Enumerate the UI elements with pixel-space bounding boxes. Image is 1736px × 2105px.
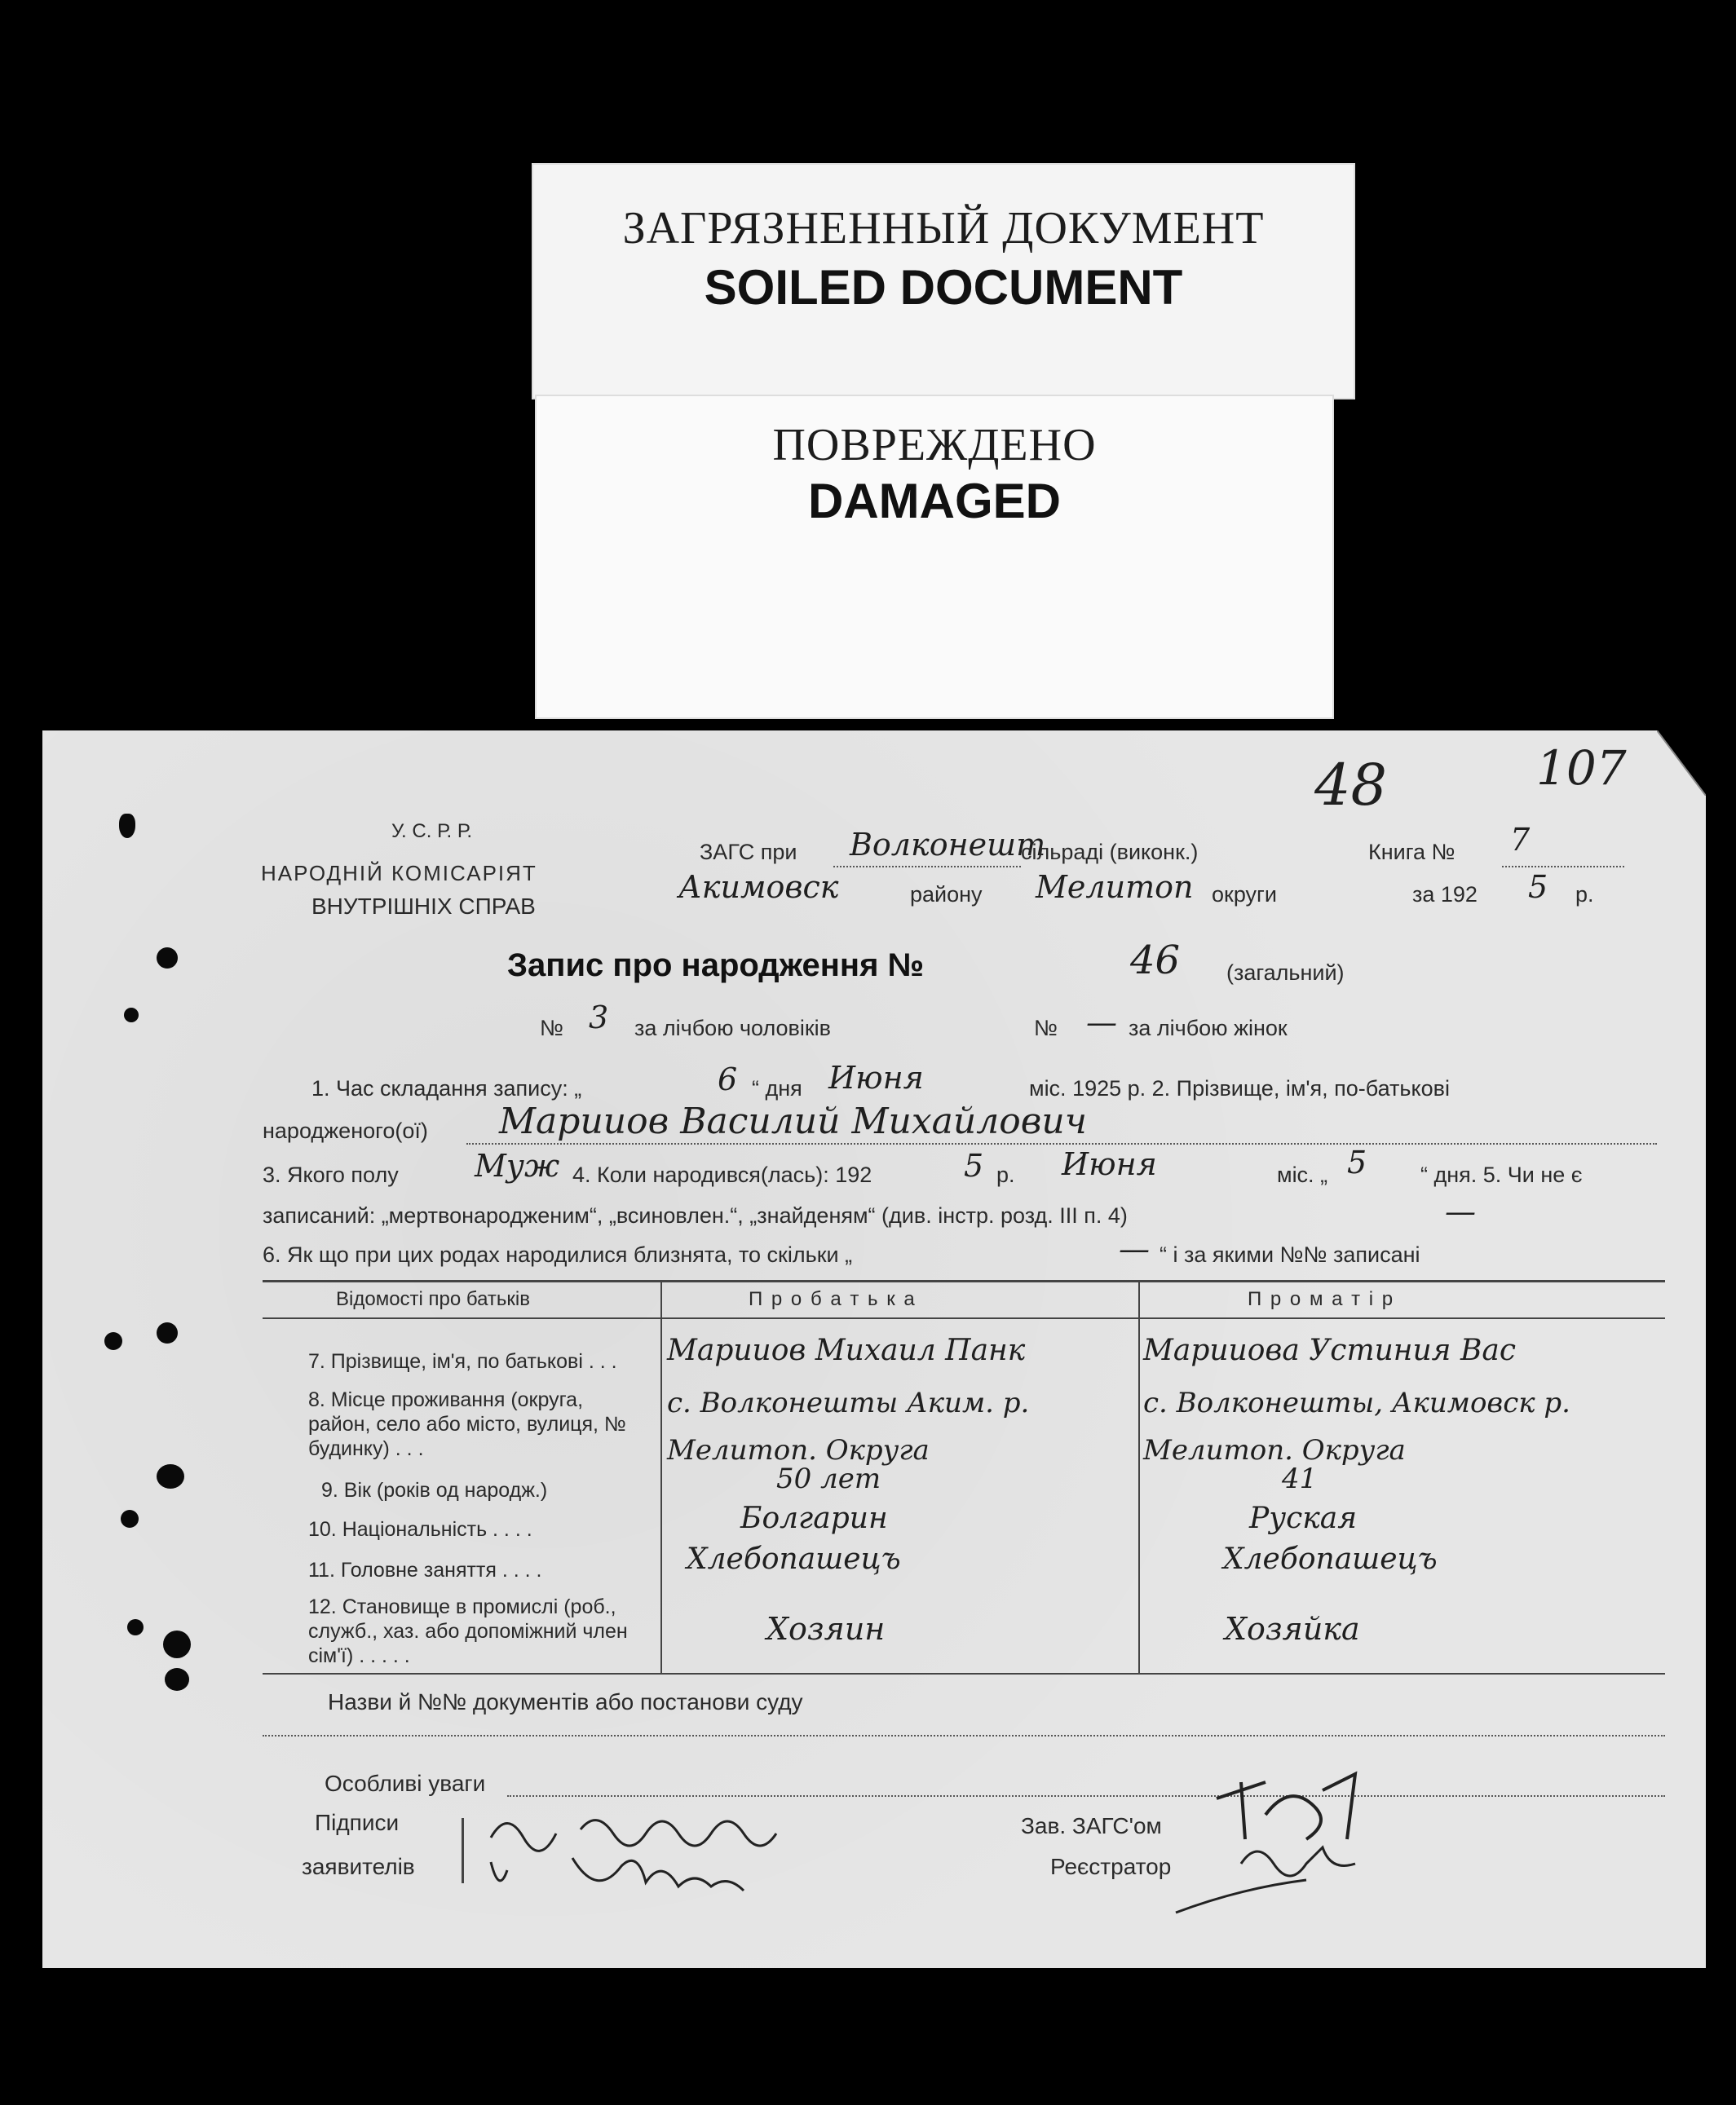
row-label-nationality: 10. Національність . . . .	[308, 1518, 532, 1541]
female-count-prefix: №	[1034, 1016, 1058, 1040]
year-suffix: р.	[1575, 882, 1594, 907]
punch-hole	[157, 947, 178, 969]
punch-hole	[165, 1668, 189, 1691]
birth-month: Июня	[1062, 1146, 1157, 1182]
record-month: Июня	[828, 1060, 924, 1096]
soiled-notice-ru: ЗАГРЯЗНЕННЫЙ ДОКУМЕНТ	[622, 203, 1265, 254]
fill-line	[507, 1795, 1665, 1797]
general-label: (загальний)	[1226, 960, 1345, 985]
head-of-zags-label: Зав. ЗАГС'ом	[1021, 1813, 1162, 1838]
record-title: Запис про народження №	[507, 947, 925, 983]
line4-text: записаний: „мертвонародженим“, „всиновлен.“, „знайденям“ (див. інстр. розд. III п. 4)	[263, 1203, 1128, 1228]
table-top-rule	[263, 1280, 1665, 1282]
line3-a: 3. Якого полу	[263, 1163, 399, 1187]
father-status: Хозяин	[766, 1611, 886, 1647]
applicant-signature-2	[483, 1846, 825, 1903]
commissariat-header: НАРОДНІЙ КОМІСАРІЯТ	[261, 861, 537, 885]
line1-b: “ дня	[752, 1076, 802, 1101]
applicants-label: заявителів	[302, 1854, 415, 1879]
mother-name: Марииова Устиния Вас	[1143, 1334, 1517, 1367]
line5-value: —	[1119, 1231, 1150, 1267]
sex-value: Муж	[475, 1148, 560, 1184]
signatures-label: Підписи	[315, 1810, 400, 1835]
line3-d: міс. „	[1277, 1163, 1328, 1187]
father-residence: с. Волконешты Аким. р. Мелитоп. Округа	[667, 1387, 1030, 1467]
fill-line	[466, 1143, 1657, 1145]
notes-label: Особливі уваги	[325, 1771, 486, 1796]
record-number: 46	[1130, 938, 1181, 983]
page-number: 107	[1536, 740, 1627, 796]
zags-village: Волконешт	[850, 827, 1046, 863]
father-occupation: Хлебопашецъ	[687, 1542, 901, 1576]
documents-label: Назви й №№ документів або постанови суду	[328, 1689, 803, 1714]
punch-hole	[124, 1008, 139, 1022]
mother-occupation: Хлебопашецъ	[1223, 1542, 1438, 1576]
child-name: Марииов Василий Михайлович	[499, 1101, 1088, 1142]
okrug-label: округи	[1212, 882, 1277, 907]
fill-line	[263, 1735, 1665, 1737]
row-label-age: 9. Вік (років од народж.)	[321, 1479, 548, 1502]
district-label: району	[910, 882, 983, 907]
row-label-name: 7. Прізвище, ім'я, по батькові . . .	[308, 1350, 617, 1373]
birth-day: 5	[1347, 1145, 1367, 1180]
male-count-prefix: №	[540, 1016, 563, 1040]
punch-hole	[104, 1332, 122, 1350]
mother-age: 41	[1282, 1463, 1318, 1495]
zags-suffix: сільраді (виконк.)	[1021, 840, 1199, 864]
table-col-divider	[660, 1282, 662, 1673]
book-label: Книга №	[1368, 840, 1456, 864]
punch-hole	[157, 1322, 178, 1344]
mother-residence: с. Волконешты, Акимовск р. Мелитоп. Округа	[1143, 1387, 1570, 1467]
father-nationality: Болгарин	[740, 1502, 888, 1535]
folded-corner-icon	[1657, 730, 1706, 796]
table-col-divider	[1138, 1282, 1140, 1673]
official-signature-2	[1168, 1831, 1429, 1921]
registrar-label: Реєстратор	[1050, 1854, 1172, 1879]
zags-prefix: ЗАГС при	[700, 840, 797, 864]
line1-a: 1. Час складання запису: „	[311, 1076, 582, 1101]
table-bottom-rule	[263, 1673, 1665, 1675]
internal-affairs-header: ВНУТРІШНІХ СПРАВ	[311, 894, 536, 919]
female-count-label: за лічбою жінок	[1129, 1016, 1288, 1040]
row-label-occupation: 11. Головне заняття . . . .	[308, 1559, 542, 1582]
line4-value: —	[1445, 1194, 1476, 1229]
line2-label: народженого(ої)	[263, 1119, 428, 1143]
line5-text-b: “ і за якими №№ записані	[1160, 1242, 1420, 1267]
male-count-number: 3	[589, 1000, 609, 1035]
line3-b: 4. Коли народився(лась): 192	[572, 1163, 872, 1187]
ussr-header: У. С. Р. Р.	[391, 820, 473, 842]
district-name: Акимовск	[678, 869, 839, 905]
line5-text: 6. Як що при цих родах народилися близнята, то скільки „	[263, 1242, 853, 1267]
punch-hole	[163, 1631, 191, 1658]
birth-record-form	[42, 730, 1706, 1968]
damaged-notice-ru: ПОВРЕЖДЕНО	[772, 420, 1097, 470]
punch-hole	[127, 1619, 144, 1635]
soiled-document-notice	[532, 163, 1355, 399]
line3-c: р.	[996, 1163, 1015, 1187]
table-header-rule	[263, 1317, 1665, 1319]
table-header-father: П р о б а т ь к а	[749, 1288, 917, 1310]
year-prefix: за 192	[1412, 882, 1478, 907]
table-header-parents: Відомості про батьків	[336, 1288, 530, 1310]
archive-number: 48	[1314, 752, 1388, 819]
soiled-notice-en: SOILED DOCUMENT	[704, 260, 1183, 315]
signature-bracket	[462, 1818, 464, 1883]
punch-hole	[121, 1510, 139, 1528]
year-digit: 5	[1528, 869, 1548, 905]
punch-hole	[119, 814, 135, 838]
book-number: 7	[1510, 822, 1531, 858]
damaged-notice-en: DAMAGED	[808, 474, 1061, 528]
fill-line	[833, 866, 1021, 867]
male-count-label: за лічбою чоловіків	[634, 1016, 832, 1040]
mother-status: Хозяйка	[1225, 1611, 1360, 1647]
damaged-document-notice	[535, 395, 1334, 719]
birth-year-digit: 5	[964, 1148, 984, 1184]
father-name: Марииов Михаил Панк	[667, 1334, 1026, 1367]
fill-line	[1502, 866, 1624, 867]
okrug-name: Мелитоп	[1036, 869, 1194, 905]
record-day: 6	[718, 1061, 738, 1097]
line1-c: міс. 1925 р. 2. Прізвище, ім'я, по-батькові	[1029, 1076, 1450, 1101]
father-age: 50 лет	[776, 1463, 881, 1495]
punch-hole	[157, 1464, 184, 1489]
line3-e: “ дня. 5. Чи не є	[1420, 1163, 1583, 1187]
female-count-number: —	[1086, 1004, 1117, 1040]
mother-nationality: Руская	[1249, 1502, 1358, 1535]
table-header-mother: П р о м а т і р	[1248, 1288, 1395, 1310]
row-label-residence: 8. Місце проживання (округа, район, село або місто, вулиця, № будинку) . . .	[308, 1388, 626, 1460]
row-label-status: 12. Становище в промислі (роб., служб., хаз. або допоміжний член сім'ї) . . . . .	[308, 1595, 628, 1667]
